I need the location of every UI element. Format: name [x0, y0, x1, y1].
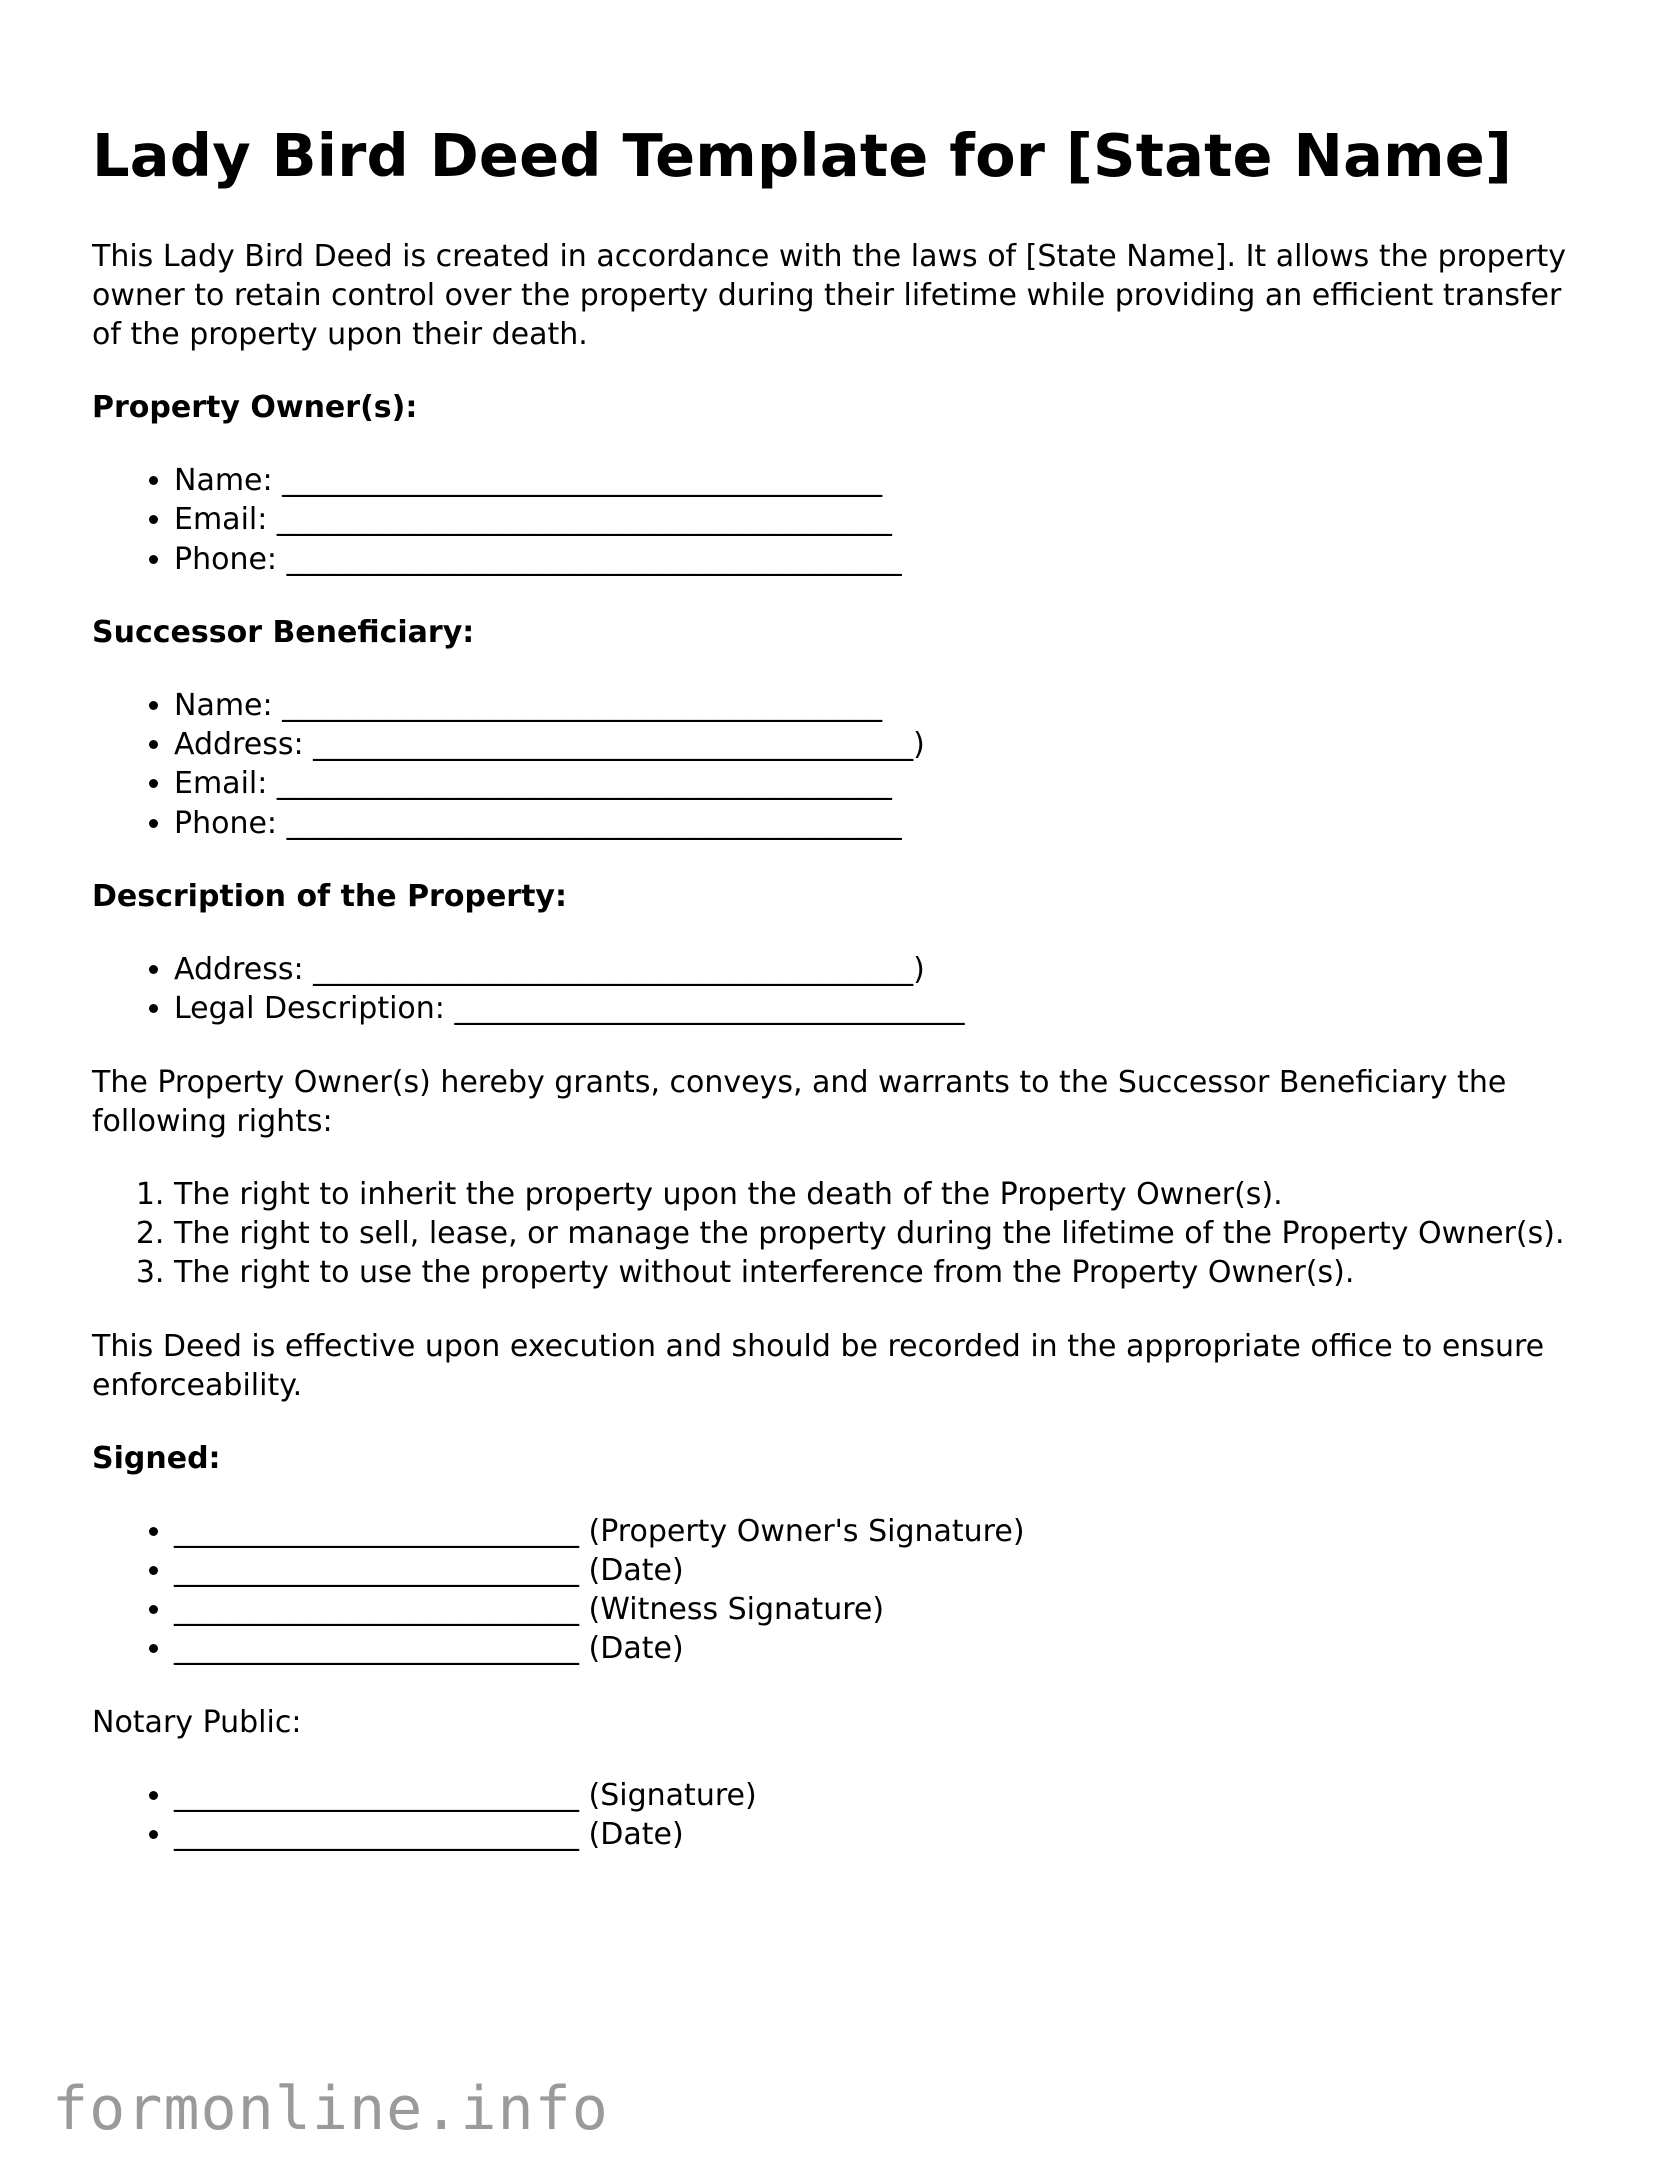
owner-phone-field: • Phone: _________________________________________ [174, 540, 1592, 579]
property-heading: Description of the Property: [92, 879, 567, 915]
beneficiary-heading: Successor Beneficiary: [92, 614, 475, 650]
signature-list [92, 1512, 1592, 1669]
right-item: 1. The right to inherit the property upon the death of the Property Owner(s). [174, 1175, 1592, 1214]
intro-paragraph: This Lady Bird Deed is created in accordance with the laws of [State Name]. It allows the property owner to retain control over the property during their lifetime while providing an efficient transfer of the property upon their death. [92, 239, 1567, 352]
property-list [92, 950, 1592, 1029]
owner-date-line: • ___________________________ (Date) [174, 1551, 1592, 1590]
signed-heading: Signed: [92, 1440, 221, 1476]
notary-date-line: • ___________________________ (Date) [174, 1815, 1592, 1854]
owner-name-field: • Name: ________________________________________ [174, 461, 1592, 500]
watermark: formonline.info [52, 2074, 609, 2144]
witness-signature-line: • ___________________________ (Witness Signature) [174, 1590, 1592, 1629]
right-item: 2. The right to sell, lease, or manage the property during the lifetime of the Property Owner(s). [174, 1214, 1592, 1253]
notary-list [92, 1776, 1592, 1855]
owner-heading: Property Owner(s): [92, 390, 418, 425]
owner-email-field: • Email: _________________________________________ [174, 500, 1592, 539]
beneficiary-list [92, 686, 1592, 843]
owner-list [92, 461, 1592, 579]
notary-heading: Notary Public: [92, 1704, 302, 1740]
beneficiary-phone-field: • Phone: _________________________________________ [174, 804, 1592, 843]
beneficiary-name-field: • Name: ________________________________________ [174, 686, 1592, 725]
page-title: Lady Bird Deed Template for [State Name] [92, 121, 1513, 190]
property-address-field: • Address: ________________________________________) [174, 950, 1592, 989]
notary-signature-line: • ___________________________ (Signature) [174, 1776, 1592, 1815]
owner-signature-line: • ___________________________ (Property Owner's Signature) [174, 1512, 1592, 1551]
rights-list [92, 1175, 1592, 1293]
witness-date-line: • ___________________________ (Date) [174, 1629, 1592, 1668]
effective-paragraph: This Deed is effective upon execution and should be recorded in the appropriate office to ensure enforceability. [92, 1328, 1545, 1403]
right-item: 3. The right to use the property without interference from the Property Owner(s). [174, 1253, 1592, 1292]
property-legal-description-field: • Legal Description: __________________________________ [174, 989, 1592, 1028]
beneficiary-address-field: • Address: ________________________________________) [174, 725, 1592, 764]
beneficiary-email-field: • Email: _________________________________________ [174, 764, 1592, 803]
grant-paragraph: The Property Owner(s) hereby grants, conveys, and warrants to the Successor Beneficiary the following rights: [92, 1064, 1507, 1139]
document-page [92, 0, 1592, 1854]
